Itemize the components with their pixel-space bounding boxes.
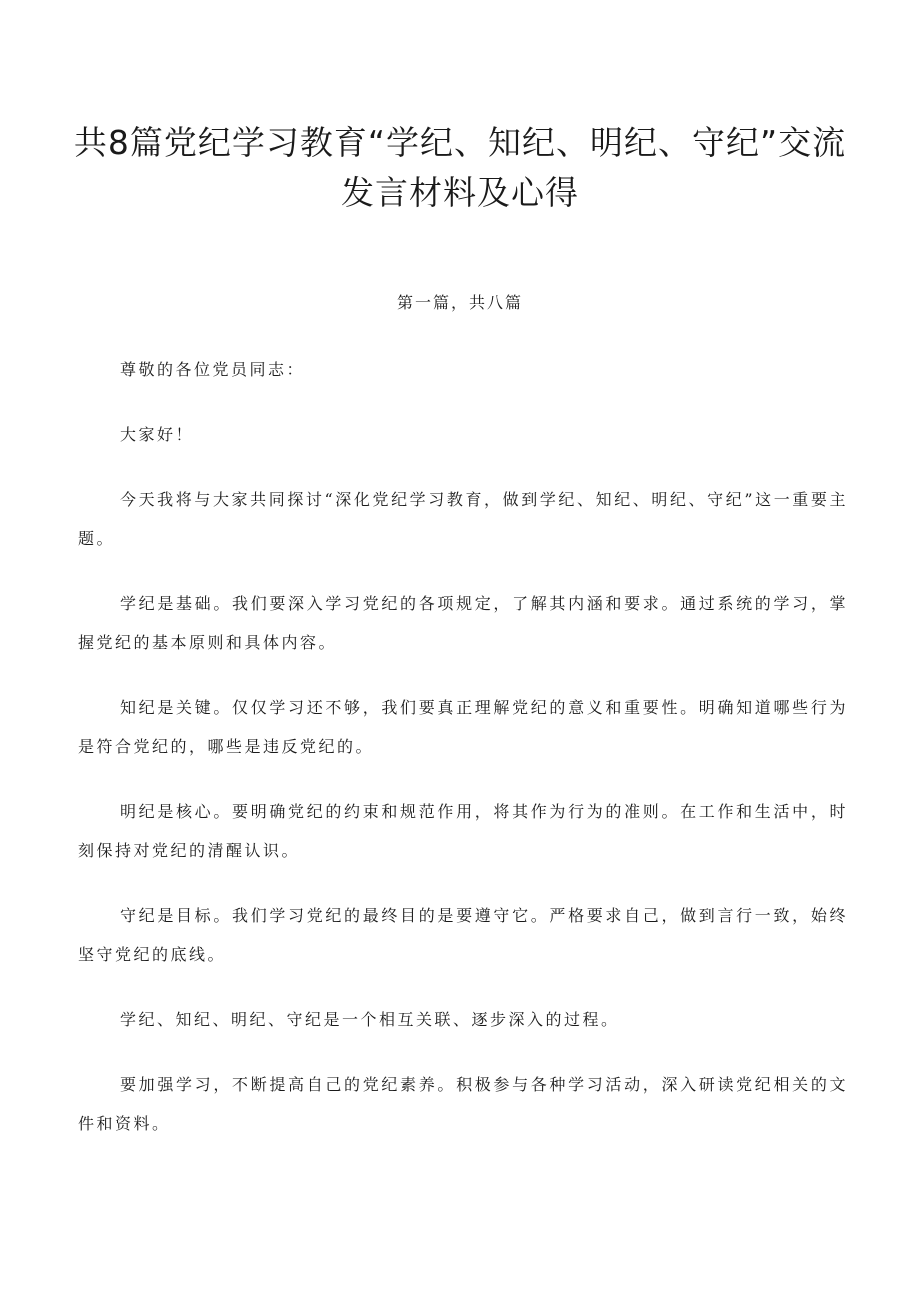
salutation-paragraph: 尊敬的各位党员同志：: [120, 360, 306, 379]
document-title: 共8篇党纪学习教育“学纪、知纪、明纪、守纪”交流发言材料及心得: [73, 123, 847, 212]
body-paragraph: 明纪是核心。要明确党纪的约束和规范作用，将其作为行为的准则。在工作和生活中，时刻保持对党纪的清醒认识。: [78, 802, 848, 860]
body-paragraph: 要加强学习，不断提高自己的党纪素养。积极参与各种学习活动，深入研读党纪相关的文件和资料。: [78, 1075, 848, 1133]
body-paragraph: 今天我将与大家共同探讨“深化党纪学习教育，做到学纪、知纪、明纪、守纪”这一重要主题。: [78, 490, 848, 548]
document-body: [78, 350, 848, 1169]
section-subheading: 第一篇，共八篇: [396, 293, 523, 312]
body-paragraph: 知纪是关键。仅仅学习还不够，我们要真正理解党纪的意义和重要性。明确知道哪些行为是符合党纪的，哪些是违反党纪的。: [78, 698, 848, 756]
body-paragraph: 守纪是目标。我们学习党纪的最终目的是要遵守它。严格要求自己，做到言行一致，始终坚守党纪的底线。: [78, 906, 848, 964]
body-paragraph: 学纪、知纪、明纪、守纪是一个相互关联、逐步深入的过程。: [120, 1010, 620, 1029]
body-paragraph: 学纪是基础。我们要深入学习党纪的各项规定，了解其内涵和要求。通过系统的学习，掌握党纪的基本原则和具体内容。: [78, 594, 848, 652]
greeting-paragraph: 大家好！: [120, 425, 195, 444]
